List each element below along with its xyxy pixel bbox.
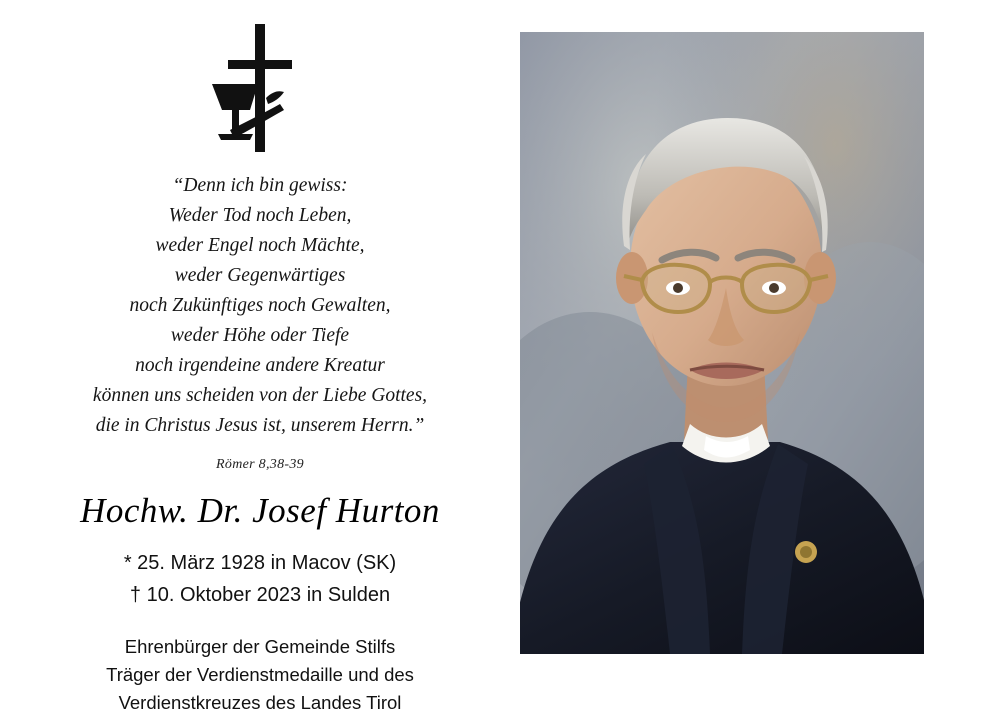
verse-line: weder Höhe oder Tiefe: [170, 325, 350, 346]
bible-verse: [30, 171, 490, 441]
verse-line: die in Christus Jesus ist, unserem Herrn.”: [95, 415, 425, 436]
verse-line: können uns scheiden von der Liebe Gottes,: [92, 385, 428, 406]
verse-line: weder Engel noch Mächte,: [155, 235, 365, 256]
birth-date: * 25. März 1928 in Macov (SK): [123, 552, 397, 574]
portrait-photo: [520, 32, 924, 654]
verse-line: Weder Tod noch Leben,: [168, 205, 352, 226]
verse-line: “Denn ich bin gewiss:: [172, 175, 348, 196]
honor-line: Verdienstkreuzes des Landes Tirol: [118, 692, 402, 713]
photo-panel: [520, 0, 982, 724]
cross-and-chalice-emblem: [200, 22, 320, 157]
honors-list: [106, 633, 414, 717]
verse-line: weder Gegenwärtiges: [174, 265, 346, 286]
life-dates: [124, 547, 396, 611]
deceased-name: Hochw. Dr. Josef Hurton: [80, 491, 440, 530]
verse-line: noch Zukünftiges noch Gewalten,: [129, 295, 391, 316]
honor-line: Ehrenbürger der Gemeinde Stilfs: [124, 636, 396, 657]
death-date: † 10. Oktober 2023 in Sulden: [129, 584, 391, 606]
verse-line: noch irgendeine andere Kreatur: [135, 355, 385, 376]
honor-line: Träger der Verdienstmedaille und des: [106, 664, 414, 685]
verse-reference: Römer 8,38-39: [216, 457, 304, 472]
